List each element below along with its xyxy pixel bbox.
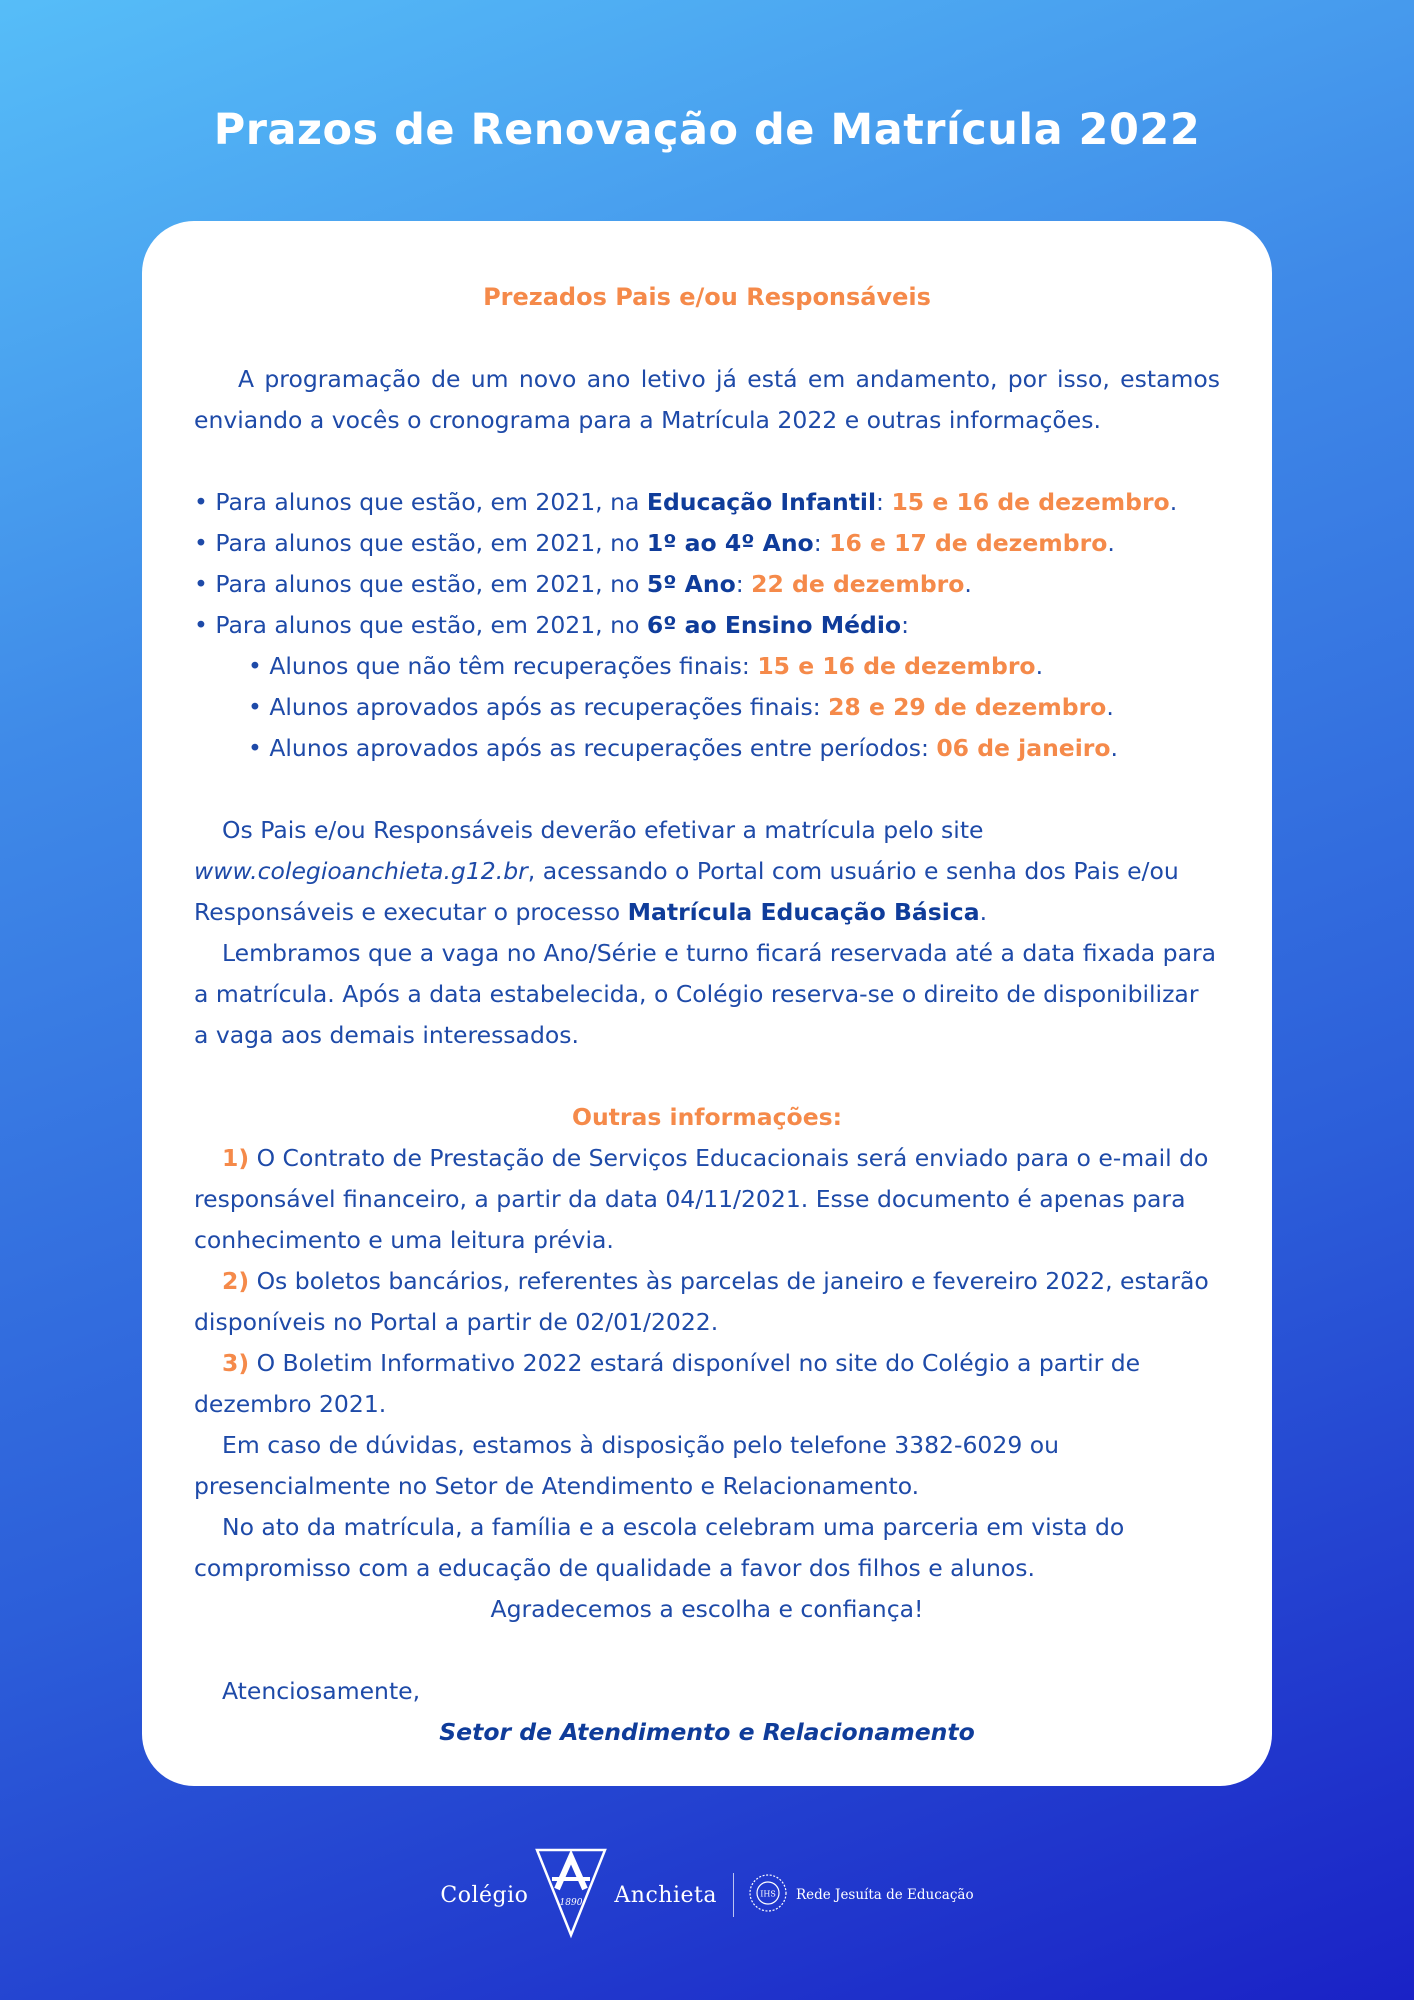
schedule-item: • Para alunos que estão, em 2021, no 1º ao 4º Ano: 16 e 17 de dezembro. [194,529,1115,557]
schedule-item: • Para alunos que estão, em 2021, na Educação Infantil: 15 e 16 de dezembro. [194,488,1178,516]
reserve-paragraph: Lembramos que a vaga no Ano/Série e turno ficará reservada até a data fixada para a matrícula. Após a data estabelecida, o Colégio reserva-se o direito de disponibilizar a vaga aos demais interessados. [194,939,1217,1049]
other-info-heading: Outras informações: [571,1103,843,1131]
signature: Setor de Atendimento e Relacionamento [439,1718,975,1746]
seal-text: IHS [760,1889,776,1899]
schedule-subitem: • Alunos aprovados após as recuperações entre períodos: 06 de janeiro. [248,734,1119,762]
schedule-list [194,482,1220,769]
other-info-item: 1) O Contrato de Prestação de Serviços Educacionais será enviado para o e-mail do responsável financeiro, a partir da data 04/11/2021. Esse documento é apenas para conhecimento e uma leitura prévia. [194,1144,1209,1254]
notice-card [142,221,1272,1786]
contact-paragraph: Em caso de dúvidas, estamos à disposição pelo telefone 3382-6029 ou presencialmente no Setor de Atendimento e Relacionamento. [194,1431,1060,1500]
schedule-subitem: • Alunos aprovados após as recuperações finais: 28 e 29 de dezembro. [248,693,1114,721]
school-name-right: Anchieta [614,1882,717,1908]
thanks-line: Agradecemos a escolha e confiança! [490,1595,924,1623]
founded-year: 1890 [559,1898,583,1908]
intro-paragraph: A programação de um novo ano letivo já está em andamento, por isso, estamos enviando a vocês o cronograma para a Matrícula 2022 e outras informações. [194,365,1220,434]
greeting: Prezados Pais e/ou Responsáveis [483,283,931,311]
other-info-item: 3) O Boletim Informativo 2022 estará disponível no site do Colégio a partir de dezembro 2021. [194,1349,1141,1418]
schedule-subitem: • Alunos que não têm recuperações finais: 15 e 16 de dezembro. [248,652,1044,680]
partnership-paragraph: No ato da matrícula, a família e a escola celebram uma parceria em vista do compromisso com a educação de qualidade a favor dos filhos e alunos. [194,1513,1125,1582]
closing-line: Atenciosamente, [222,1677,421,1705]
network-name: Rede Jesuíta de Educação [795,1887,974,1903]
enroll-paragraph: Os Pais e/ou Responsáveis deverão efetivar a matrícula pelo site www.colegioanchieta.g12.br, acessando o Portal com usuário e senha dos Pais e/ou Responsáveis e executar o processo Matrícula Educação Básica. [194,816,1179,926]
schedule-item: • Para alunos que estão, em 2021, no 6º ao Ensino Médio: [194,611,909,639]
footer-logos [0,1850,1414,1940]
footer-divider [733,1873,734,1917]
schedule-item: • Para alunos que estão, em 2021, no 5º Ano: 22 de dezembro. [194,570,972,598]
page-title: Prazos de Renovação de Matrícula 2022 [213,105,1201,155]
school-url[interactable]: www.colegioanchieta.g12.br [194,857,528,885]
other-info-item: 2) Os boletos bancários, referentes às parcelas de janeiro e fevereiro 2022, estarão disponíveis no Portal a partir de 02/01/2022. [194,1267,1209,1336]
school-name-left: Colégio [440,1882,529,1908]
anchieta-triangle-icon [534,1847,608,1943]
jesuit-seal-icon [748,1873,788,1917]
